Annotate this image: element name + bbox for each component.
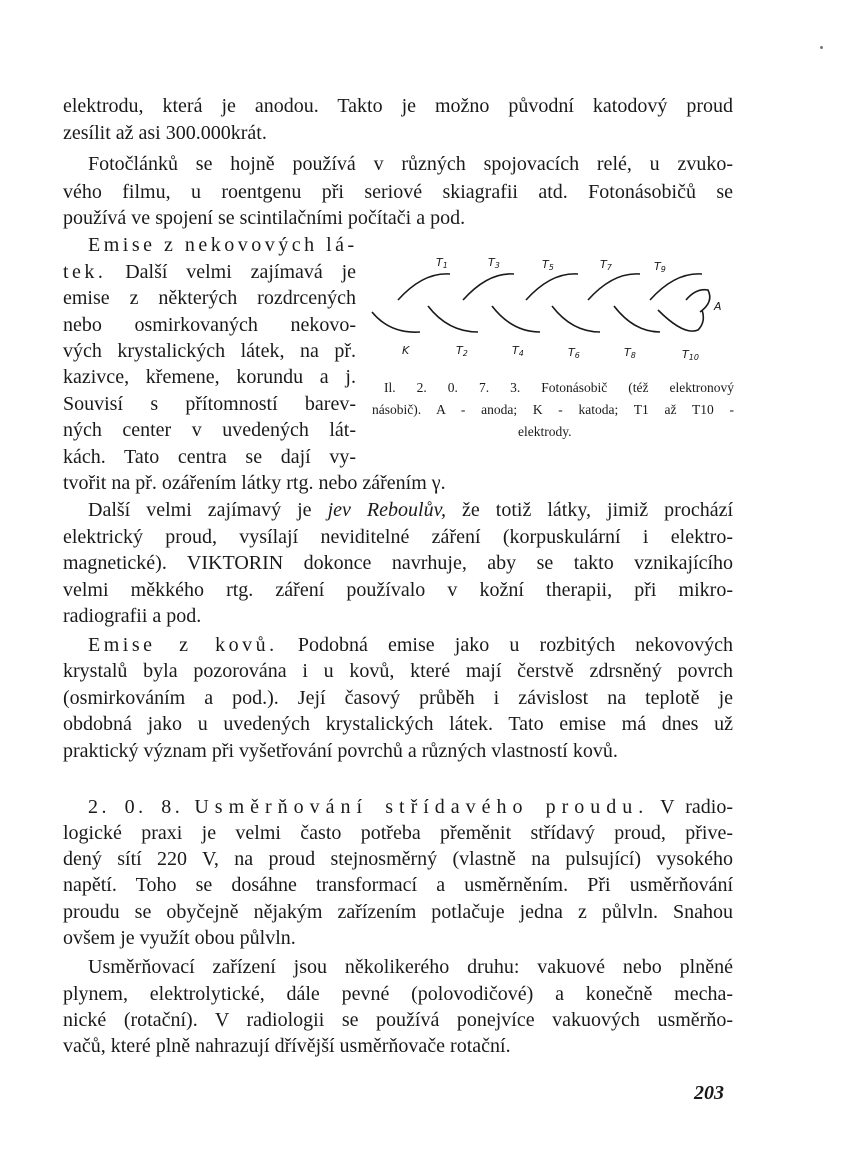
label-k: K	[402, 344, 410, 357]
term-reboul: jev Reboulův,	[327, 499, 446, 521]
section-number: 2. 0. 8.	[88, 796, 184, 818]
paragraph-line: radiografii a pod.	[63, 605, 202, 627]
electrode-t9	[650, 274, 702, 300]
paragraph-line: Fotočlánků se hojně používá v různých spojovacích relé, u zvuko-	[88, 153, 733, 175]
text-span: že totiž látky, jimiž prochází	[462, 499, 734, 521]
paragraph-line: ných center v uvedených lát-	[63, 419, 356, 441]
label-t4: T4	[512, 344, 524, 358]
paragraph-line: krystalů byla pozorována i u kovů, které mají čerstvě zdrsněný povrch	[63, 660, 733, 682]
paragraph-line	[88, 498, 733, 522]
page-number: 203	[694, 1082, 724, 1104]
paragraph-line: velmi měkkého rtg. záření používalo v kožní therapii, při mikro-	[63, 579, 733, 601]
photomultiplier-figure	[368, 250, 738, 368]
paragraph-line	[63, 260, 356, 284]
paragraph-line: Usměrňovací zařízení jsou několikerého druhu: vakuové nebo plněné	[88, 956, 733, 978]
paragraph-line	[88, 633, 733, 657]
paragraph-line: emise z některých rozdrcených	[63, 287, 356, 309]
paragraph-line: magnetické). VIKTORIN dokonce navrhuje, aby se takto vznikajícího	[63, 552, 733, 574]
paragraph-line: napětí. Toho se dosáhne transformací a usměrněním. Při usměrňování	[63, 874, 733, 896]
paragraph-line: proudu se obyčejně nějakým zařízením potlačuje jedna z půlvln. Snahou	[63, 901, 733, 923]
electrode-t1	[398, 274, 450, 300]
paragraph-line: tvořit na př. ozářením látky rtg. nebo zářením γ.	[63, 472, 446, 494]
paragraph-line: kách. Tato centra se dají vy-	[63, 446, 356, 468]
figure-caption-line: Il. 2. 0. 7. 3. Fotonásobič (též elektronový	[384, 380, 734, 395]
label-t10: T10	[682, 348, 699, 362]
paragraph-line: elektrodu, která je anodou. Takto je možno původní katodový proud	[63, 95, 733, 117]
text-span: Další velmi zajímavý je	[88, 499, 312, 521]
electrode-t2	[428, 306, 478, 332]
paragraph-line: logické praxi je velmi často potřeba přeměnit střídavý proud, přive-	[63, 822, 733, 844]
label-t5: T5	[542, 258, 554, 272]
speck-mark	[820, 46, 823, 49]
heading-continuation: tek.	[63, 261, 107, 283]
electrode-t3	[463, 274, 514, 300]
label-t8: T8	[624, 346, 636, 360]
paragraph-line: ovšem je využít obou půlvln.	[63, 927, 296, 949]
electrode-t4	[492, 306, 540, 332]
paragraph-line: Souvisí s přítomností barev-	[63, 393, 356, 415]
heading-line-text: Další velmi zajímavá je	[125, 261, 356, 283]
text-span: Podobná emise jako u rozbitých nekovových	[297, 634, 733, 656]
paragraph-line: nické (rotační). V radiologii se používá ponejvíce vakuových usměrňo-	[63, 1009, 733, 1031]
paragraph-line: zesílit až asi 300.000krát.	[63, 122, 267, 144]
section-title: Usměrňování střídavého proudu.	[194, 796, 650, 818]
section-heading-metal: Emise z kovů.	[88, 634, 278, 656]
label-t7: T7	[600, 258, 612, 272]
paragraph-line: nebo osmirkovaných nekovo-	[63, 314, 356, 336]
paragraph-line: kazivce, křemene, korundu a j.	[63, 366, 356, 388]
label-t3: T3	[488, 256, 500, 270]
paragraph-line: vého filmu, u roentgenu při seriové skiagrafii atd. Fotonásobičů se	[63, 181, 733, 203]
figure-caption-line: násobič). A - anoda; K - katoda; T1 až T10 -	[372, 402, 734, 417]
paragraph-line: obdobná jako u uvedených krystalických látek. Tato emise má dnes už	[63, 713, 733, 735]
electrode-k	[372, 312, 420, 332]
paragraph-line: vých krystalických látek, na př.	[63, 340, 356, 362]
label-t1: T1	[436, 256, 448, 270]
label-t2: T2	[456, 344, 468, 358]
anode	[686, 290, 710, 312]
electrode-t5	[526, 274, 578, 300]
section-heading-nonmetal: Emise z nekovových lá-	[88, 234, 358, 256]
electrode-t10	[658, 310, 703, 331]
paragraph-line: elektrický proud, vysílají neviditelné záření (korpuskulární i elektro-	[63, 526, 733, 548]
label-t6: T6	[568, 346, 580, 360]
paragraph-line: (osmirkováním a pod.). Její časový průběh i závislost na teplotě je	[63, 687, 733, 709]
photomultiplier-diagram	[368, 250, 738, 368]
electrode-t7	[588, 274, 640, 300]
label-t9: T9	[654, 260, 666, 274]
electrode-t8	[614, 306, 660, 332]
paragraph-line: dený sítí 220 V, na proud stejnosměrný (vlastně na pulsující) vysokého	[63, 848, 733, 870]
paragraph-line: vačů, které plně nahrazují dřívější usměrňovače rotační.	[63, 1035, 511, 1057]
paragraph-line: praktický význam při vyšetřování povrchů a různých vlastností kovů.	[63, 740, 618, 762]
electrode-t6	[552, 306, 600, 332]
figure-caption-line: elektrody.	[518, 424, 572, 439]
text-span: V radio-	[660, 796, 734, 818]
paragraph-line: plynem, elektrolytické, dále pevné (polovodičové) a konečně mecha-	[63, 983, 733, 1005]
section-heading-line	[88, 795, 733, 819]
paragraph-line: používá ve spojení se scintilačními počítači a pod.	[63, 207, 466, 229]
label-anode: A	[714, 300, 722, 313]
